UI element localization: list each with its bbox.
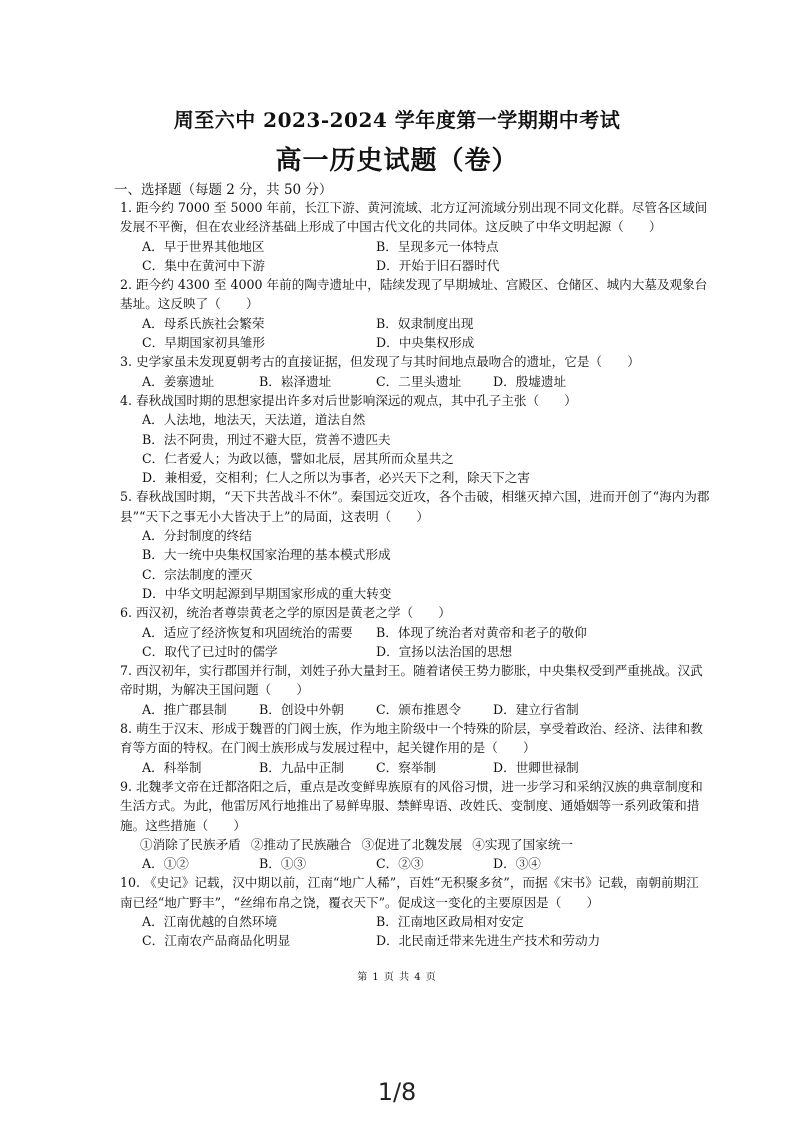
answer-options xyxy=(120,372,710,391)
question-9 xyxy=(120,777,710,873)
answer-option: A．科举制 xyxy=(142,759,202,775)
answer-option: A．姜寨遗址 xyxy=(142,373,215,389)
answer-option: D．③④ xyxy=(493,856,541,872)
question-stem xyxy=(120,391,710,410)
answer-options xyxy=(120,912,710,951)
answer-option: C．②③ xyxy=(376,856,424,872)
question-10 xyxy=(120,873,710,950)
question-8 xyxy=(120,719,710,777)
answer-option: C．早期国家初具雏形 xyxy=(142,335,265,351)
question-number: 5. xyxy=(120,489,133,505)
answer-option: B．九品中正制 xyxy=(259,759,344,775)
statement-item: ③促进了北魏发展 xyxy=(361,836,463,852)
question-2 xyxy=(120,275,710,352)
question-stem xyxy=(120,777,710,835)
question-3 xyxy=(120,352,710,391)
answer-option: A．推广郡县制 xyxy=(142,701,227,717)
answer-option: B．法不阿贵，刑过不避大臣，赏善不遗匹夫 xyxy=(142,431,391,447)
answer-option: C．江南农产品商品化明显 xyxy=(142,933,291,949)
answer-option: D．北民南迁带来先进生产技术和劳动力 xyxy=(376,933,601,949)
question-text: 春秋战国时期的思想家提出许多对后世影响深远的观点，其中孔子主张（ ） xyxy=(136,392,577,408)
answer-option: C．集中在黄河中下游 xyxy=(142,257,265,273)
question-number: 6. xyxy=(120,605,133,621)
question-text: 距今约 7000 至 5000 年前，长江下游、黄河流域、北方辽河流域分别出现不同文化群。尽管各区域间发展不平衡，但在农业经济基础上形成了中国古代文化的共同体。这反映了中华文明起源（ ） xyxy=(120,200,708,235)
question-1 xyxy=(120,198,710,275)
question-number: 9. xyxy=(120,778,133,794)
question-stem xyxy=(120,873,710,912)
answer-option: C．察举制 xyxy=(376,759,437,775)
answer-options xyxy=(120,623,710,662)
question-6 xyxy=(120,603,710,661)
question-text: 西汉初年，实行郡国并行制，刘姓子孙大量封王。随着诸侯王势力膨胀，中央集权受到严重挑战。汉武帝时期，为解决王国问题（ ） xyxy=(120,663,703,698)
answer-option: B．①③ xyxy=(259,856,307,872)
answer-option: D．中央集权形成 xyxy=(376,335,475,351)
answer-option: C．仁者爱人；为政以德，譬如北辰，居其所而众星共之 xyxy=(142,450,454,466)
question-stem xyxy=(120,198,710,237)
viewer-page-indicator: 1/8 xyxy=(377,1078,417,1106)
question-stem xyxy=(120,719,710,758)
question-text: 《史记》记载，汉中期以前，江南“地广人稀”，百姓“无积聚多贫”，而据《宋书》记载，南朝前期江南已经“地广野丰”，“丝绵布帛之饶，覆衣天下”。促成这一变化的主要原因是（ ） xyxy=(120,875,699,910)
question-stem xyxy=(120,603,710,622)
answer-options xyxy=(120,700,710,719)
answer-options xyxy=(120,410,710,487)
answer-option: D．中华文明起源到早期国家形成的重大转变 xyxy=(142,585,392,601)
answer-option: B．奴隶制度出现 xyxy=(376,315,474,331)
question-number: 7. xyxy=(120,663,133,679)
question-text: 距今约 4300 至 4000 年前的陶寺遗址中，陆续发现了早期城址、宫殿区、仓储区、城内大墓及观象台基址。这反映了（ ） xyxy=(120,277,708,312)
question-5 xyxy=(120,487,710,603)
question-list xyxy=(120,198,710,951)
section-heading: 一、选择题（每题 2 分，共 50 分） xyxy=(114,182,333,198)
answer-options xyxy=(120,758,710,777)
question-stem xyxy=(120,275,710,314)
question-number: 1. xyxy=(120,200,133,215)
answer-option: D．兼相爱，交相利；仁人之所以为事者，必兴天下之利，除天下之害 xyxy=(142,470,530,486)
answer-option: D．开始于旧石器时代 xyxy=(376,257,500,273)
answer-option: A．①② xyxy=(142,856,189,872)
answer-option: A．分封制度的终结 xyxy=(142,528,252,544)
answer-options xyxy=(120,314,710,353)
question-text: 萌生于汉末、形成于魏晋的门阀士族，作为地主阶级中一个特殊的阶层，享受着政治、经济、法律和教育等方面的特权。在门阀士族形成与发展过程中，起关键作用的是（ ） xyxy=(120,721,703,756)
answer-option: A．早于世界其他地区 xyxy=(142,238,265,254)
statement-item: ①消除了民族矛盾 xyxy=(140,836,241,852)
question-4 xyxy=(120,391,710,487)
answer-option: D．世卿世禄制 xyxy=(493,759,579,775)
answer-option: B．大一统中央集权国家治理的基本模式形成 xyxy=(142,547,391,563)
answer-option: A．人法地，地法天，天法道，道法自然 xyxy=(142,412,366,428)
question-stem xyxy=(120,487,710,526)
answer-option: B．崧泽遗址 xyxy=(259,373,332,389)
answer-option: D．宣扬以法治国的思想 xyxy=(376,643,513,659)
question-text: 史学家虽未发现夏朝考古的直接证据，但发现了与其时间地点最吻合的遗址，它是（ ） xyxy=(136,354,640,370)
answer-option: A．江南优越的自然环境 xyxy=(142,913,278,929)
answer-option: A．母系氏族社会繁荣 xyxy=(142,315,265,331)
question-number: 2. xyxy=(120,277,133,293)
statement-item: ④实现了国家统一 xyxy=(472,836,573,852)
answer-option: C．颁布推恩令 xyxy=(376,701,462,717)
answer-option: A．适应了经济恢复和巩固统治的需要 xyxy=(142,624,353,640)
exam-school-title: 周至六中 2023-2024 学年度第一学期期中考试 xyxy=(173,108,621,132)
question-text: 春秋战国时期，“天下共苦战斗不休”。秦国远交近攻，各个击破，相继灭掉六国，进而开创了“海内为郡县”“天下之事无小大皆决于上”的局面，这表明（ ） xyxy=(120,489,710,524)
statement-items xyxy=(120,835,710,854)
question-text: 北魏孝文帝在迁都洛阳之后，重点是改变鲜卑族原有的风俗习惯，进一步学习和采纳汉族的典章制度和生活方式。为此，他雷厉风行地推出了易鲜卑服、禁鲜卑语、改姓氏、变制度、通婚姻等一系列政策和措施。这些措施（ ） xyxy=(120,778,703,833)
question-text: 西汉初，统治者尊崇黄老之学的原因是黄老之学（ ） xyxy=(136,605,451,621)
answer-options xyxy=(120,854,710,873)
answer-option: C．宗法制度的湮灭 xyxy=(142,566,253,582)
question-7 xyxy=(120,661,710,719)
exam-subject-title: 高一历史试题（卷） xyxy=(275,146,519,176)
question-number: 8. xyxy=(120,721,133,737)
page-number-note: 第 1 页 共 4 页 xyxy=(357,972,437,983)
question-stem xyxy=(120,352,710,371)
answer-option: B．创设中外朝 xyxy=(259,701,344,717)
answer-option: B．江南地区政局相对安定 xyxy=(376,913,524,929)
question-number: 4. xyxy=(120,392,133,408)
answer-options xyxy=(120,237,710,276)
statement-item: ②推动了民族融合 xyxy=(250,836,352,852)
question-number: 3. xyxy=(120,354,133,370)
answer-option: C．取代了已过时的儒学 xyxy=(142,643,278,659)
answer-option: D．建立行省制 xyxy=(493,701,579,717)
answer-option: B．体现了统治者对黄帝和老子的敬仰 xyxy=(376,624,587,640)
question-number: 10. xyxy=(120,875,141,891)
answer-option: B．呈现多元一体特点 xyxy=(376,238,499,254)
answer-options xyxy=(120,526,710,603)
answer-option: D．殷墟遗址 xyxy=(493,373,567,389)
answer-option: C．二里头遗址 xyxy=(376,373,462,389)
question-stem xyxy=(120,661,710,700)
